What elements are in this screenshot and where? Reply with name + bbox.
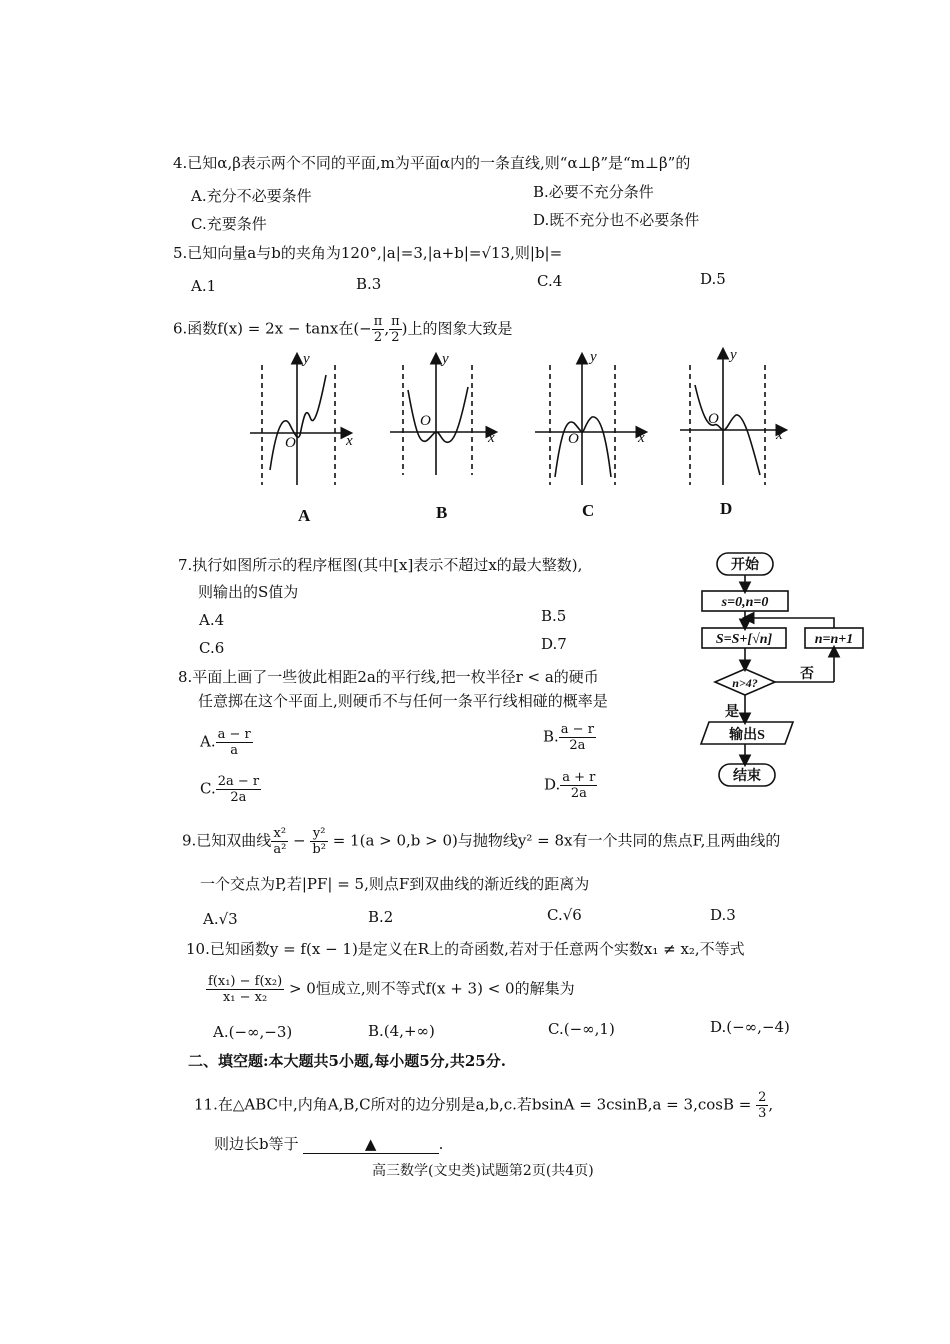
flow-cond-text: n>4? [732, 676, 758, 690]
q8-option-c: C. $\frac{2a - r}{2a}$ [200, 774, 260, 805]
q7-stem-line1: 7.执行如图所示的程序框图(其中[x]表示不超过x的最大整数), [178, 556, 583, 574]
flow-no-text: 否 [800, 667, 814, 682]
q8-stem-line1: 8.平面上画了一些彼此相距2a的平行线,把一枚半径r < a的硬币 [178, 668, 599, 686]
q11-stem-line1: 11.在△ABC中,内角A,B,C所对的边分别是a,b,c.若bsinA = 3csinB,a = 3,cosB = $\frac{2}{3}$ , [194, 1090, 774, 1121]
q5-option-d: D.5 [700, 270, 726, 288]
flow-assign-text: S=S+[√n] [715, 632, 773, 647]
q8-stem-line2: 任意掷在这个平面上,则硬币不与任何一条平行线相碰的概率是 [198, 692, 608, 710]
q6-stem: 6.函数f(x) = 2x − tanx在(− $\frac{\pi}{2}$ , $\frac{\pi}{2}$ )上的图象大致是 [173, 314, 513, 345]
q10-stem-line1: 10.已知函数y = f(x − 1)是定义在R上的奇函数,若对于任意两个实数x₁ ≠ x₂,不等式 [186, 940, 745, 958]
graph-c-x-label: x [638, 430, 645, 446]
graph-c-label: C [582, 501, 595, 520]
q10-option-c: C.(−∞,1) [548, 1020, 615, 1038]
q7-option-a: A.4 [199, 611, 225, 629]
graph-b [390, 355, 495, 475]
q9-stem-line2: 一个交点为P,若|PF| = 5,则点F到双曲线的渐近线的距离为 [200, 875, 590, 893]
q8-option-a: A. $\frac{a - r}{a}$ [200, 727, 251, 758]
graph-b-x-label: x [488, 430, 495, 446]
graph-a-label: A [298, 506, 311, 525]
q5-option-c: C.4 [537, 272, 563, 290]
q7-stem-line2: 则输出的S值为 [198, 583, 299, 601]
graph-a-y-label: y [303, 351, 310, 367]
flow-inc-text: n=n+1 [814, 632, 854, 647]
section-2-heading: 二、填空题:本大题共5小题,每小题5分,共25分. [188, 1052, 506, 1070]
graph-c-y-label: y [590, 349, 597, 365]
flow-end-text: 结束 [733, 769, 761, 784]
q8-option-d: D. $\frac{a + r}{2a}$ [544, 770, 596, 801]
q7-option-b: B.5 [541, 607, 567, 625]
graph-d [680, 350, 785, 485]
graph-a [250, 355, 350, 485]
flow-yes-text: 是 [725, 705, 739, 720]
q9-option-a: A.√3 [203, 910, 238, 928]
q4-option-b: B.必要不充分条件 [533, 183, 654, 201]
flow-init-text: s=0,n=0 [721, 595, 769, 610]
page-footer: 高三数学(文史类)试题第2页(共4页) [372, 1163, 594, 1179]
q4-option-a: A.充分不必要条件 [191, 187, 312, 205]
q5-stem: 5.已知向量a与b的夹角为120°,|a|=3,|a+b|=√13,则|b|= [173, 244, 563, 262]
q11-stem-line2: 则边长b等于 ▲ . [214, 1135, 444, 1153]
q9-stem-line1: 9.已知双曲线 $\frac{\text{x²}}{\text{a²}}$ − $\frac{\text{y²}}{\text{b²}}$ = 1(a > 0,b > 0)与抛物线y² = 8x有一个共同的焦点F,且两曲线的 [182, 826, 781, 857]
graph-d-y-label: y [730, 347, 737, 363]
q6-graphs [240, 345, 810, 495]
q4-option-c: C.充要条件 [191, 215, 267, 233]
flow-start-text: 开始 [731, 558, 759, 573]
q5-option-a: A.1 [191, 277, 217, 295]
q9-option-b: B.2 [368, 908, 394, 926]
q5-option-b: B.3 [356, 275, 382, 293]
graph-b-origin: O [420, 413, 431, 429]
graph-a-origin: O [285, 435, 296, 451]
q10-stem-line2: $\frac{\text{f(x₁) − f(x₂)}}{\text{x₁ − x₂}}$ > 0恒成立,则不等式f(x + 3) < 0的解集为 [208, 974, 575, 1005]
q7-option-c: C.6 [199, 639, 225, 657]
q9-option-d: D.3 [710, 906, 736, 924]
q10-option-b: B.(4,+∞) [368, 1022, 435, 1040]
graph-c [535, 355, 645, 485]
graph-d-x-label: x [776, 427, 783, 443]
q8-option-b: B. $\frac{a - r}{2a}$ [543, 722, 594, 753]
q7-option-d: D.7 [541, 635, 567, 653]
q4-option-d: D.既不充分也不必要条件 [533, 211, 700, 229]
q10-option-a: A.(−∞,−3) [213, 1023, 293, 1041]
flow-output-text: 输出S [729, 728, 765, 743]
q4-stem: 4.已知α,β表示两个不同的平面,m为平面α内的一条直线,则“α⊥β”是“m⊥β”的 [173, 154, 691, 172]
q9-option-c: C.√6 [547, 906, 582, 924]
graph-d-origin: O [708, 411, 719, 427]
graph-b-label: B [436, 503, 448, 522]
graph-a-x-label: x [346, 433, 353, 449]
graph-d-label: D [720, 499, 733, 518]
q7-flowchart [695, 548, 875, 798]
q10-option-d: D.(−∞,−4) [710, 1018, 790, 1036]
graph-b-y-label: y [442, 351, 449, 367]
q11-answer-blank[interactable]: ▲ [303, 1135, 439, 1154]
graph-c-origin: O [568, 431, 579, 447]
